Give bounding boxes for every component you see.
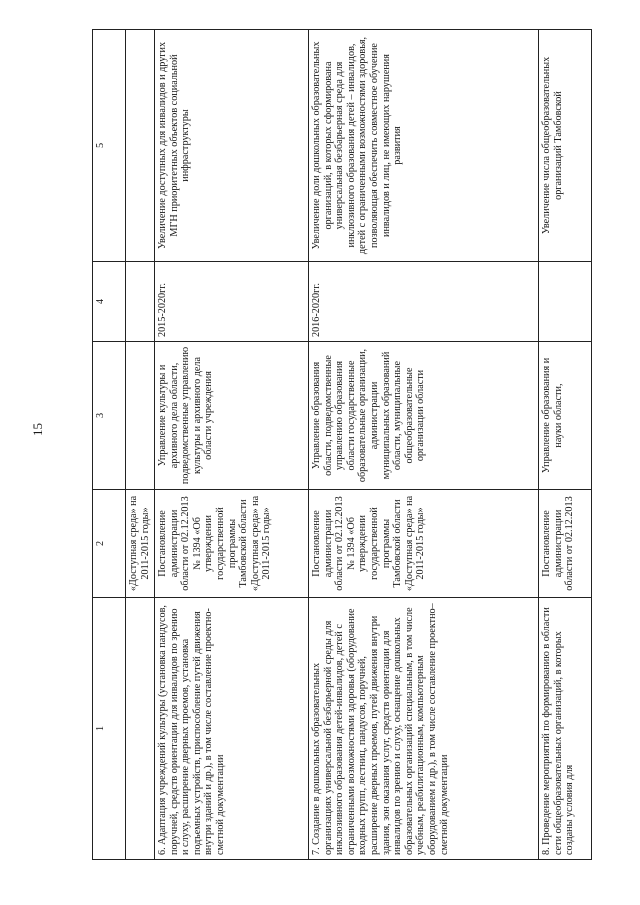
legal-basis: Постановление администрации области от 02.12.2013 [539, 490, 592, 598]
expected-result: Увеличение доступных для инвалидов и других МГН приоритетных объектов социальной инфраструктуры [155, 30, 309, 262]
column-header-4: 4 [93, 262, 126, 342]
responsible-executors: Управление культуры и архивного дела области, подведомственные управлению культуры и архивного дела области учреждения [155, 342, 309, 490]
expected-result: Увеличение числа общеобразовательных организаций Тамбовской [539, 30, 592, 262]
column-header-5: 5 [93, 30, 126, 262]
page-number: 15 [30, 423, 45, 436]
continuation-cell-5 [126, 30, 155, 262]
legal-basis: Постановление администрации области от 02.12.2013 № 1394 «Об утверждении государственной программы Тамбовской области «Доступная среда» на 2011-2015 годы» [155, 490, 309, 598]
column-header-1: 1 [93, 598, 126, 860]
implementation-period [539, 262, 592, 342]
header-row [93, 30, 126, 860]
rotated-page-content [92, 30, 592, 860]
column-header-2: 2 [93, 490, 126, 598]
measure-description: 6. Адаптация учреждений культуры (установка пандусов, поручней, средств ориентации для инвалидов по зрению и слуху, расширение дверных проемов, установка подъемных устройств, приспособление путей движения внутри зданий и др.), в том числе составление проектно-сметной документации [155, 598, 309, 860]
implementation-period: 2016-2020гг. [309, 262, 539, 342]
continuation-cell-2: «Доступная среда» на 2011-2015 годы» [126, 490, 155, 598]
table-row [539, 30, 592, 860]
responsible-executors: Управление образования и науки области, [539, 342, 592, 490]
column-header-3: 3 [93, 342, 126, 490]
legal-basis: Постановление администрации области от 02.12.2013 № 1394 «Об утверждении государственной программы Тамбовской области «Доступная среда» на 2011-2015 годы» [309, 490, 539, 598]
expected-result: Увеличение доли дошкольных образовательных организаций, в которых сформирована универсальная безбарьерная среда для инклюзивного образования детей – инвалидов, детей с ограниченными возможностями здоровья, позволяющая обеспечить совместное обучение инвалидов и лиц, не имеющих нарушения развития [309, 30, 539, 262]
responsible-executors: Управление образования области, подведомственные управлению образования области государственные образовательные организации, администрации муниципальных образований области, муниципальные общеобразовательные организации области [309, 342, 539, 490]
implementation-period: 2015-2020гг. [155, 262, 309, 342]
table-row [309, 30, 539, 860]
table-row [155, 30, 309, 860]
measure-description: 8. Проведение мероприятий по формированию в области сети общеобразовательных организаций, в которых созданы условия для [539, 598, 592, 860]
measure-description: 7. Создание в дошкольных образовательных организациях универсальной безбарьерной среды для инклюзивного образования детей-инвалидов, детей с ограниченными возможностями здоровья (оборудование входных групп, лестниц, пандусов, поручней, расширение дверных проемов, путей движения внутри здания, зон оказания услуг, средств ориентации для инвалидов по зрению и слуху, оснащение дошкольных образовательных организаций специальным, в том числе учебным, реабилитационным, компьютерным оборудованием и др.), в том числе составление проектно–сметной документации [309, 598, 539, 860]
continuation-cell-4 [126, 262, 155, 342]
measures-table [92, 29, 592, 860]
continuation-cell-3 [126, 342, 155, 490]
continuation-cell-1 [126, 598, 155, 860]
continuation-row [126, 30, 155, 860]
